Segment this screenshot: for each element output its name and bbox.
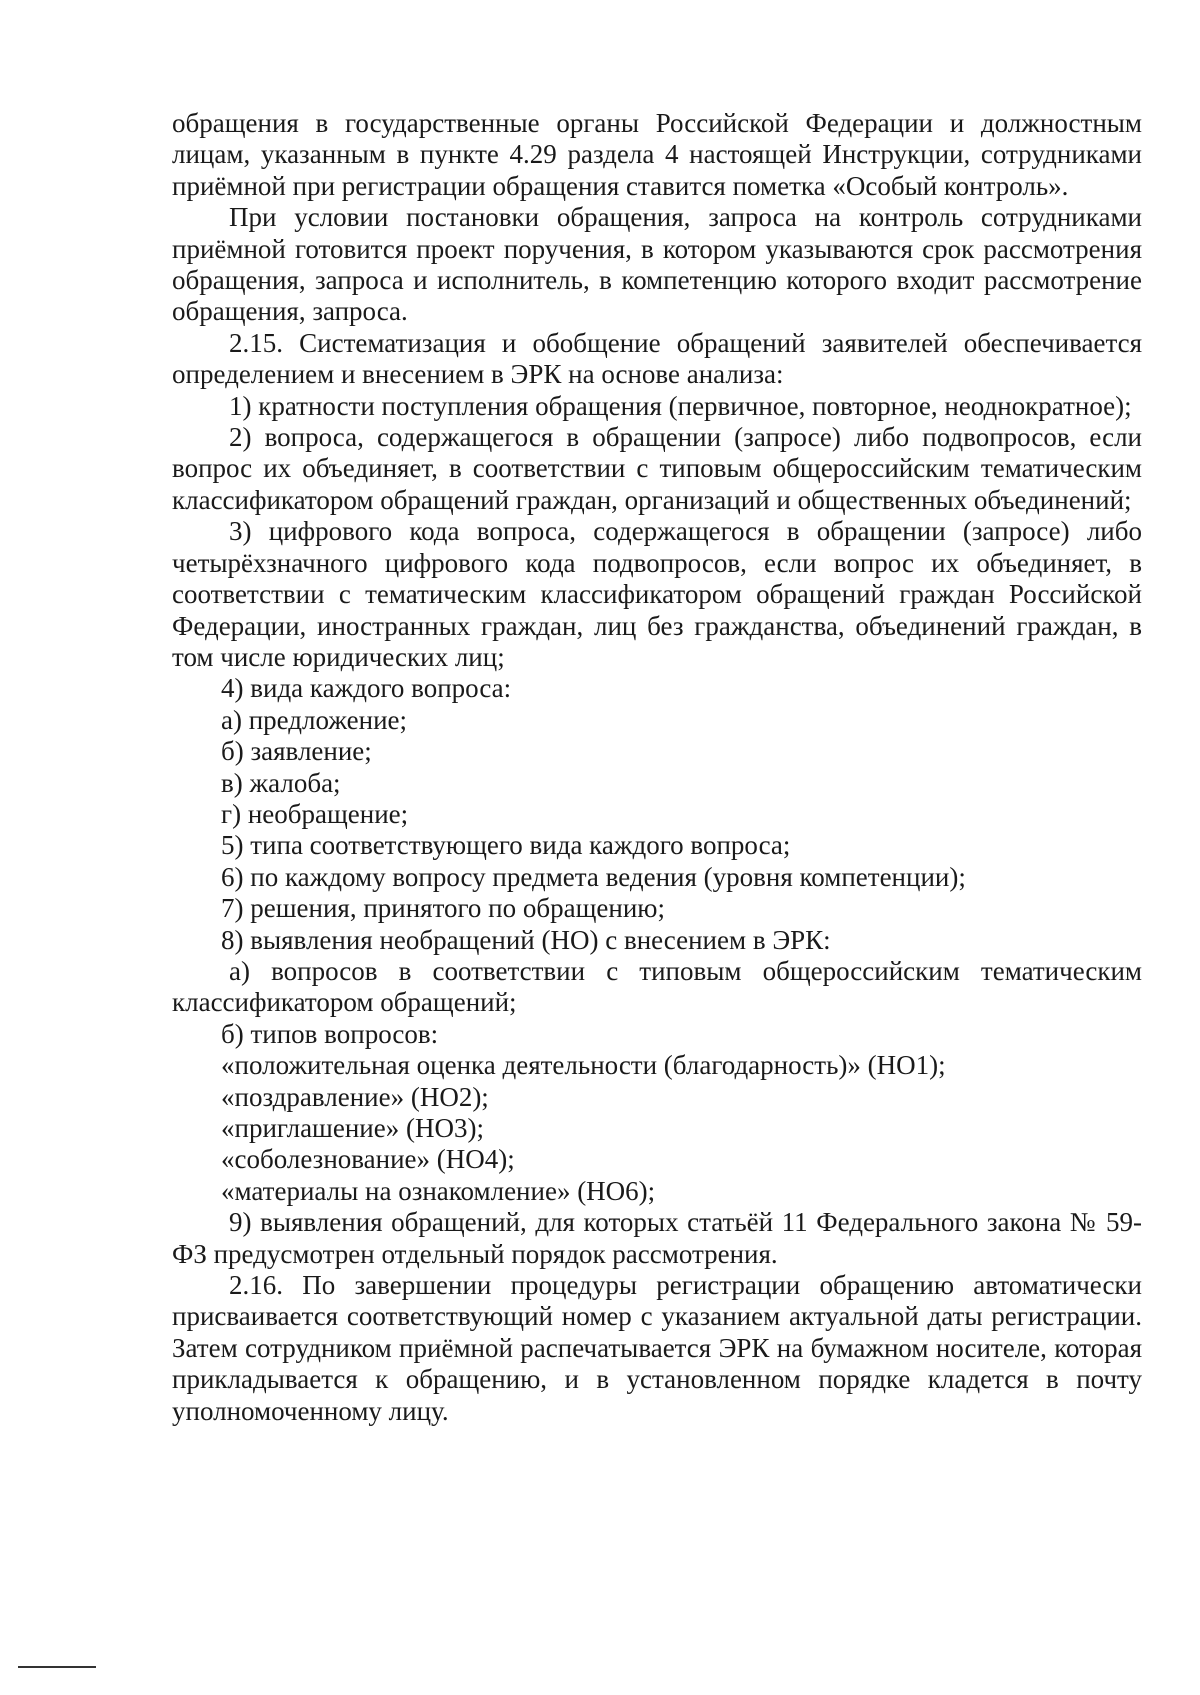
type-no1: «положительная оценка деятельности (благодарность)» (НО1); (221, 1050, 946, 1081)
list-item-9: 9) выявления обращений, для которых статьёй 11 Федерального закона № 59-ФЗ предусмотрен отдельный порядок рассмотрения. (172, 1207, 1142, 1269)
list-item-6: 6) по каждому вопросу предмета ведения (уровня компетенции); (221, 861, 966, 892)
list-item-8b: б) типов вопросов: (221, 1018, 439, 1049)
type-no3: «приглашение» (НО3); (221, 1113, 484, 1143)
list-item-8: 8) выявления необращений (НО) с внесением в ЭРК: (221, 924, 831, 955)
type-no6: «материалы на ознакомление» (НО6); (221, 1175, 656, 1206)
list-item-4g: г) необращение; (221, 798, 409, 829)
paragraph-control-assignment: При условии постановки обращения, запроса на контроль сотрудниками приёмной готовится проект поручения, в котором указываются срок рассмотрения обращения, запроса и исполнитель, в компетенцию которого входит рассмотрение обращения, запроса. (172, 202, 1142, 327)
type-no4: «соболезнование» (НО4); (221, 1144, 515, 1175)
list-item-7: 7) решения, принятого по обращению; (221, 893, 665, 924)
list-item-4a: а) предложение; (221, 704, 408, 735)
footnote-divider (18, 1666, 96, 1668)
paragraph-special-control: обращения в государственные органы Российской Федерации и должностным лицам, указанным в пункте 4.29 раздела 4 настоящей Инструкции, сотрудниками приёмной при регистрации обращения ставится пометка «Особый контроль». (172, 108, 1142, 201)
list-item-4: 4) вида каждого вопроса: (221, 673, 512, 704)
document-body (172, 108, 1142, 1427)
paragraph-2-16: 2.16. По завершении процедуры регистрации обращению автоматически присваивается соответствующий номер с указанием актуальной даты регистрации. Затем сотрудником приёмной распечатывается ЭРК на бумажном носителе, которая прикладывается к обращению, и в установленном порядке кладется в почту уполномоченному лицу. (172, 1270, 1142, 1426)
list-item-4v: в) жалоба; (221, 767, 341, 798)
list-item-2: 2) вопроса, содержащегося в обращении (запросе) либо подвопросов, если вопрос их объединяет, в соответствии с типовым общероссийским тематическим классификатором обращений граждан, организаций и общественных объединений; (172, 422, 1142, 515)
list-item-8a: а) вопросов в соответствии с типовым общероссийским тематическим классификатором обращений; (172, 955, 1142, 1018)
list-item-4b: б) заявление; (221, 736, 372, 767)
list-item-5: 5) типа соответствующего вида каждого вопроса; (221, 830, 791, 861)
paragraph-2-15: 2.15. Систематизация и обобщение обращений заявителей обеспечивается определением и внесением в ЭРК на основе анализа: (172, 327, 1142, 390)
type-no2: «поздравление» (НО2); (221, 1081, 489, 1112)
list-item-1: 1) кратности поступления обращения (первичное, повторное, неоднократное); (229, 390, 1132, 421)
list-item-3: 3) цифрового кода вопроса, содержащегося в обращении (запросе) либо четырёхзначного цифрового кода подвопросов, если вопрос их объединяет, в соответствии с тематическим классификатором обращений граждан Российской Федерации, иностранных граждан, лиц без гражданства, объединений граждан, в том числе юридических лиц; (172, 516, 1142, 672)
